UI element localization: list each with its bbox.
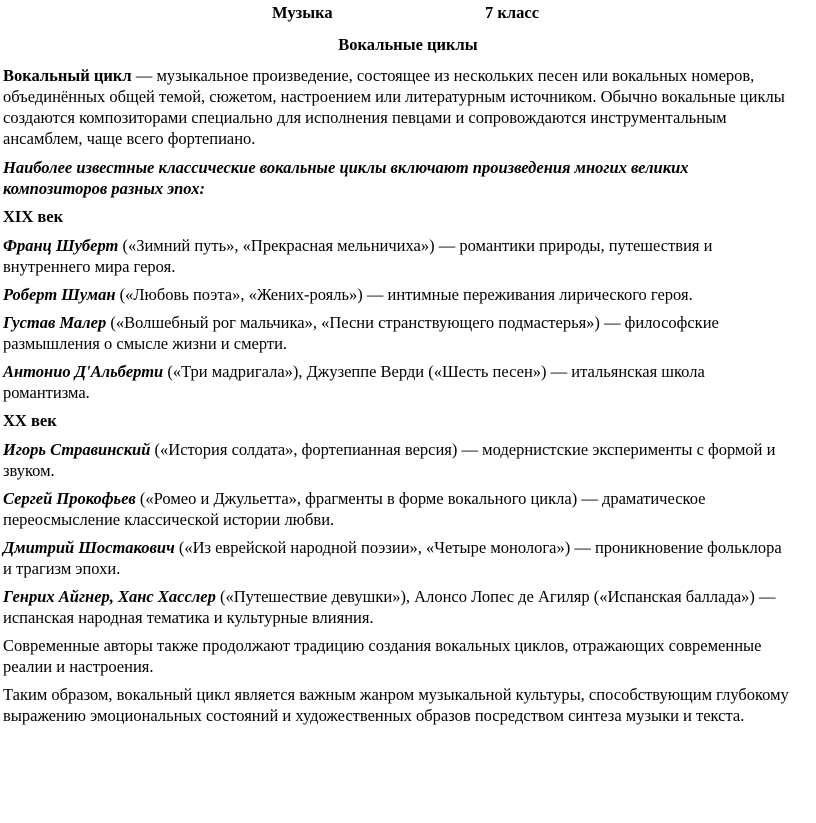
entry-text: («Волшебный рог мальчика», «Песни странствующего подмастерья») — философские размышления о смысле жизни и смерти. <box>3 313 719 353</box>
entry-schumann <box>3 284 793 305</box>
document-body <box>3 65 793 733</box>
composer-name: Густав Малер <box>3 313 107 332</box>
entry-text: («Путешествие девушки»), Алонсо Лопес де Агиляр («Испанская баллада») — испанская народная тематика и культурные влияния. <box>3 587 776 627</box>
entry-schubert <box>3 235 793 277</box>
conclusion-paragraph: Таким образом, вокальный цикл является важным жанром музыкальной культуры, способствующим глубокому выражению эмоциональных состояний и художественных образов посредством синтеза музыки и текста. <box>3 685 789 725</box>
entry-prokofiev <box>3 488 793 530</box>
entry-text: («Из еврейской народной поэзии», «Четыре монолога») — проникновение фольклора и трагизм эпохи. <box>3 538 782 578</box>
section-heading-20c: XX век <box>3 411 57 430</box>
entry-text: («История солдата», фортепианная версия) — модернистские эксперименты с формой и звуком. <box>3 440 776 480</box>
composer-name: Франц Шуберт <box>3 236 119 255</box>
grade-label: 7 класс <box>485 3 540 22</box>
entry-shostakovich <box>3 537 793 579</box>
section-heading-19c: XIX век <box>3 207 64 226</box>
composer-name: Игорь Стравинский <box>3 440 151 459</box>
intro-paragraph <box>3 65 793 149</box>
intro-text: — музыкальное произведение, состоящее из нескольких песен или вокальных номеров, объединённых общей темой, сюжетом, настроением или литературным источником. Обычно вокальные циклы создаются композиторами специально для исполнения певцами и сопровождаются инструментальным ансамблем, чаще всего фортепиано. <box>3 66 785 148</box>
page-title: Вокальные циклы <box>338 35 478 54</box>
entry-text: («Ромео и Джульетта», фрагменты в форме вокального цикла) — драматическое переосмысление классической истории любви. <box>3 489 706 529</box>
document-header <box>0 3 816 25</box>
entry-stravinsky <box>3 439 793 481</box>
entry-text: («Любовь поэта», «Жених-рояль») — интимные переживания лирического героя. <box>115 285 693 304</box>
composer-name: Генрих Айгнер, Ханс Хасслер <box>3 587 216 606</box>
entry-text: («Три мадригала»), Джузеппе Верди («Шесть песен») — итальянская школа романтизма. <box>3 362 705 402</box>
lead-paragraph: Наиболее известные классические вокальные циклы включают произведения многих великих композиторов разных эпох: <box>3 158 689 198</box>
composer-name: Антонио Д'Альберти <box>3 362 164 381</box>
modern-paragraph: Современные авторы также продолжают традицию создания вокальных циклов, отражающих современные реалии и настроения. <box>3 636 762 676</box>
entry-dalberti <box>3 361 793 403</box>
intro-term: Вокальный цикл <box>3 66 132 85</box>
composer-name: Роберт Шуман <box>3 285 116 304</box>
composer-name: Сергей Прокофьев <box>3 489 136 508</box>
entry-aigner-hassler <box>3 586 793 628</box>
composer-name: Дмитрий Шостакович <box>3 538 175 557</box>
entry-mahler <box>3 312 793 354</box>
entry-text: («Зимний путь», «Прекрасная мельничиха») — романтики природы, путешествия и внутреннего мира героя. <box>3 236 713 276</box>
subject-label: Музыка <box>272 3 333 22</box>
